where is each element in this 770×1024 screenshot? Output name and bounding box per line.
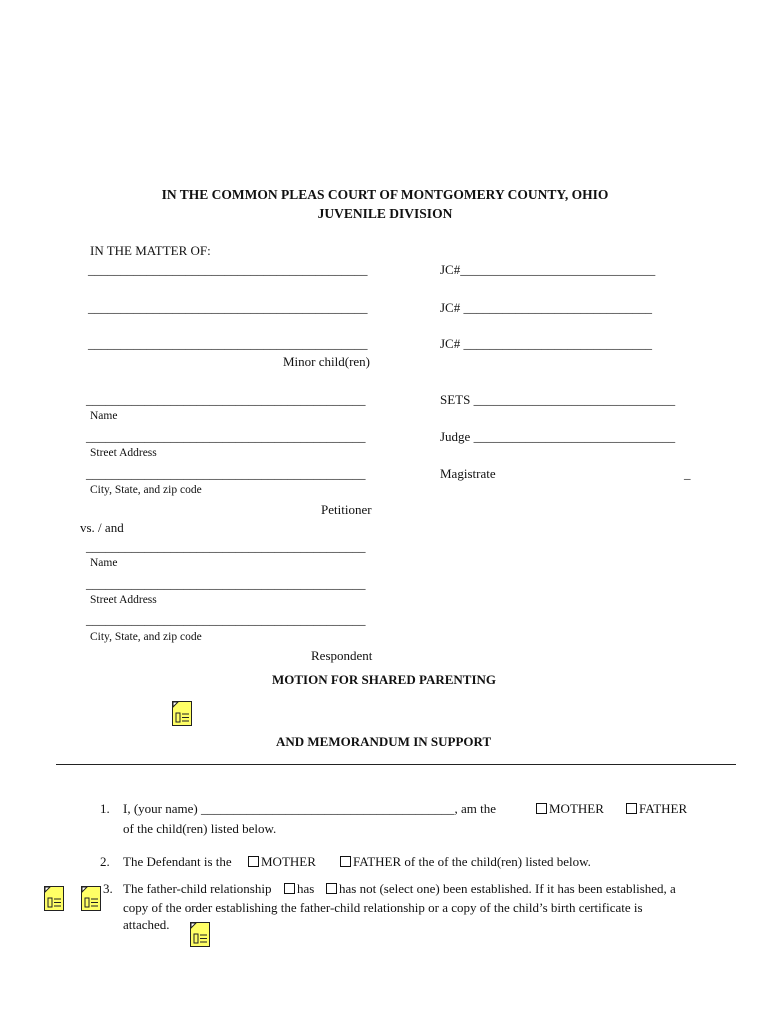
respondent-street-field[interactable]: ___________________________________________ xyxy=(86,576,366,591)
magistrate-label: Magistrate xyxy=(440,466,496,481)
form-note-icon-left-1[interactable] xyxy=(44,886,64,911)
court-title: IN THE COMMON PLEAS COURT OF MONTGOMERY COUNTY, OHIO xyxy=(161,187,609,202)
item-3-has-not-option[interactable] xyxy=(326,880,676,898)
petitioner-name-label: Name xyxy=(90,410,118,422)
father-checkbox[interactable] xyxy=(626,803,637,814)
item-1-text[interactable]: I, (your name) _______________________________________, am the xyxy=(123,801,496,816)
item-1-father-option[interactable] xyxy=(626,800,687,818)
form-note-icon-left-2[interactable] xyxy=(81,886,101,911)
item-2-father-option[interactable] xyxy=(340,853,591,871)
jc-number-field-2[interactable]: JC# _____________________________ xyxy=(440,300,652,315)
defendant-mother-checkbox[interactable] xyxy=(248,856,259,867)
item-3-line-3: attached. xyxy=(123,917,170,932)
petitioner-city-label: City, State, and zip code xyxy=(90,484,202,496)
item-2-number: 2. xyxy=(100,854,110,869)
petitioner-name-field[interactable]: ___________________________________________ xyxy=(86,392,366,407)
item-2-mother-option[interactable] xyxy=(248,853,316,871)
in-matter-of-label: IN THE MATTER OF: xyxy=(90,243,211,258)
item-3-number: 3. xyxy=(103,881,113,896)
item-2-text: The Defendant is the xyxy=(123,854,232,869)
division-title: JUVENILE DIVISION xyxy=(317,206,453,221)
respondent-name-field[interactable]: ___________________________________________ xyxy=(86,539,366,554)
form-note-icon[interactable] xyxy=(172,701,192,726)
respondent-name-label: Name xyxy=(90,557,118,569)
father-label: FATHER xyxy=(639,801,688,816)
item-1-line-2: of the child(ren) listed below. xyxy=(123,821,277,836)
defendant-mother-label: MOTHER xyxy=(261,854,316,869)
petitioner-city-field[interactable]: ___________________________________________ xyxy=(86,466,366,481)
respondent-city-field[interactable]: ___________________________________________ xyxy=(86,612,366,627)
item-3-text: The father-child relationship xyxy=(123,881,272,896)
item-1-mother-option[interactable] xyxy=(536,800,604,818)
child-name-field-2[interactable]: ___________________________________________ xyxy=(88,300,368,315)
child-name-field-3[interactable]: ___________________________________________ xyxy=(88,336,368,351)
item-3-has-option[interactable] xyxy=(284,880,314,898)
jc-number-field-1[interactable]: JC#______________________________ xyxy=(440,262,656,277)
defendant-father-checkbox[interactable] xyxy=(340,856,351,867)
respondent-label: Respondent xyxy=(311,648,373,663)
has-checkbox[interactable] xyxy=(284,883,295,894)
has-not-checkbox[interactable] xyxy=(326,883,337,894)
item-3-line-2: copy of the order establishing the father-child relationship or a copy of the child’s birth certificate is xyxy=(123,900,643,915)
petitioner-label: Petitioner xyxy=(321,502,372,517)
respondent-street-label: Street Address xyxy=(90,594,157,606)
petitioner-street-field[interactable]: ___________________________________________ xyxy=(86,429,366,444)
motion-title: MOTION FOR SHARED PARENTING xyxy=(272,672,497,687)
jc-number-field-3[interactable]: JC# _____________________________ xyxy=(440,336,652,351)
section-divider xyxy=(56,764,736,765)
motion-subtitle: AND MEMORANDUM IN SUPPORT xyxy=(276,734,492,749)
judge-field[interactable]: Judge _______________________________ xyxy=(440,429,676,444)
petitioner-street-label: Street Address xyxy=(90,447,157,459)
has-not-label: has not (select one) been established. If it has been established, a xyxy=(339,881,676,896)
defendant-father-label: FATHER of the of the child(ren) listed below. xyxy=(353,854,591,869)
has-label: has xyxy=(297,881,315,896)
item-1-number: 1. xyxy=(100,801,110,816)
magistrate-field[interactable]: _ xyxy=(684,466,691,481)
sets-field[interactable]: SETS _______________________________ xyxy=(440,392,676,407)
minor-children-label: Minor child(ren) xyxy=(283,354,371,369)
form-note-icon-attached[interactable] xyxy=(190,922,210,947)
mother-checkbox[interactable] xyxy=(536,803,547,814)
vs-label: vs. / and xyxy=(80,520,124,535)
respondent-city-label: City, State, and zip code xyxy=(90,631,202,643)
mother-label: MOTHER xyxy=(549,801,604,816)
child-name-field-1[interactable]: ___________________________________________ xyxy=(88,262,368,277)
